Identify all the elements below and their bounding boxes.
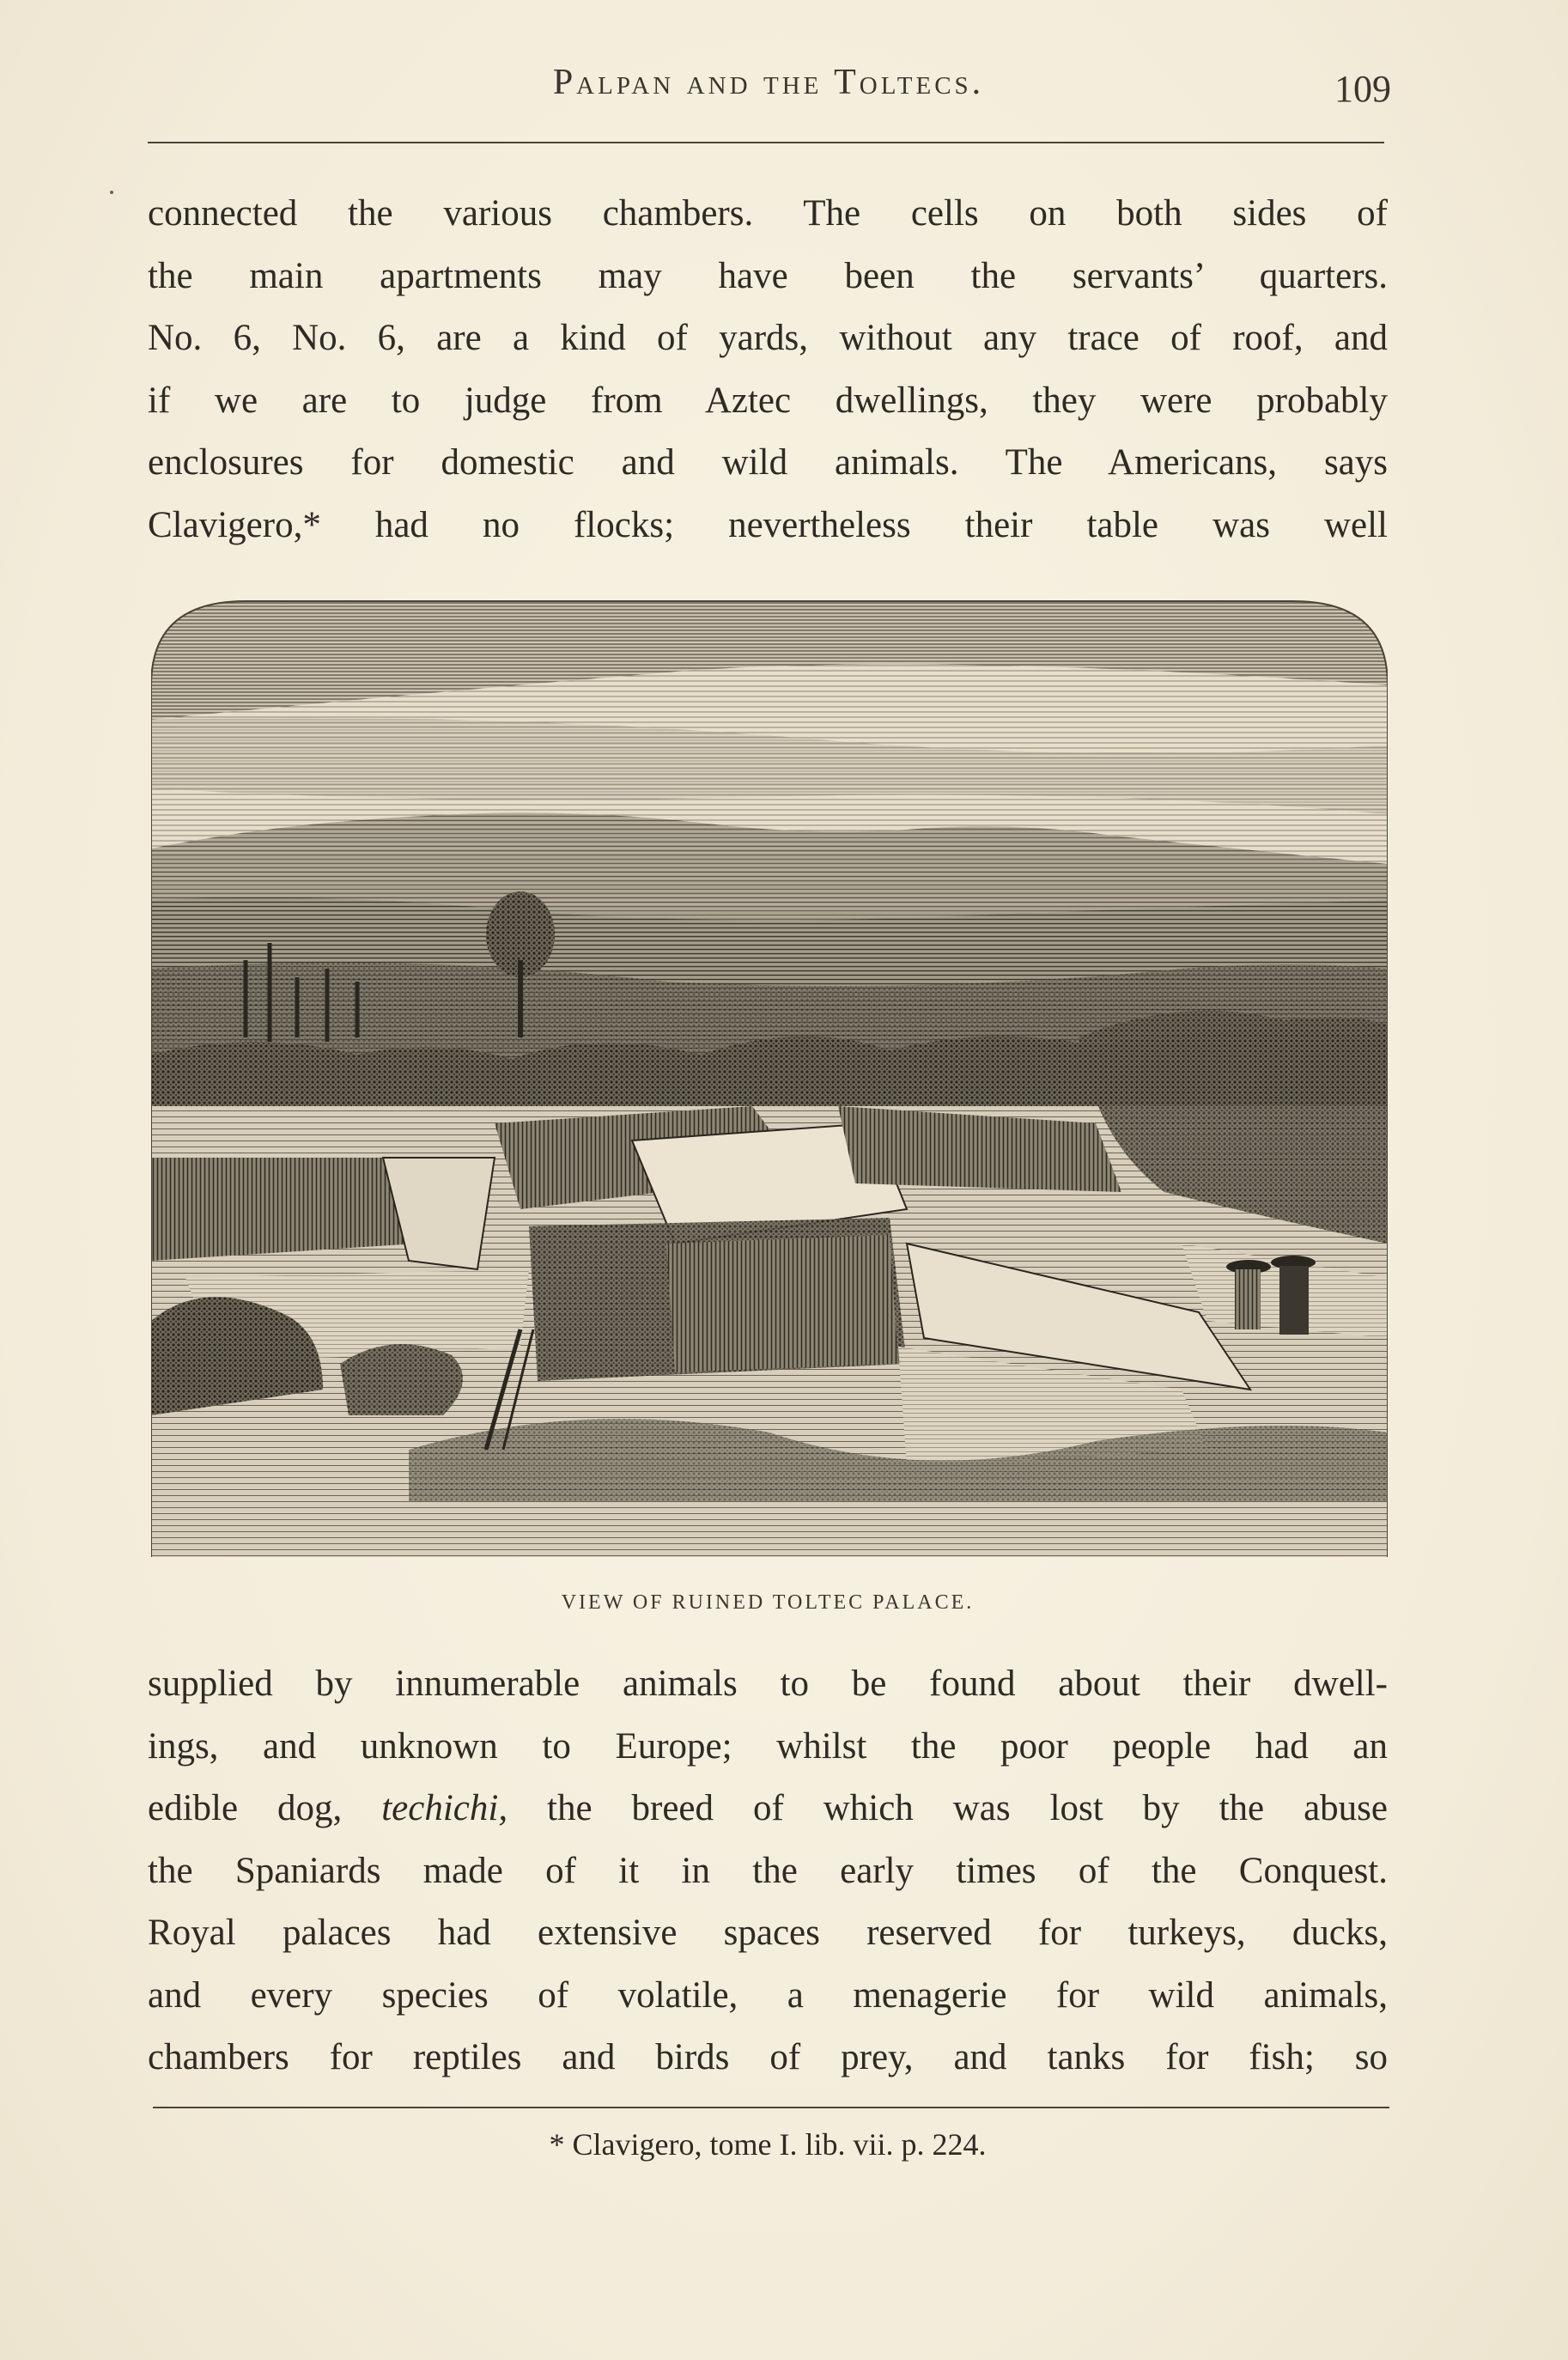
page-number: 109	[1334, 68, 1391, 110]
text-line: ings, and unknown to Europe; whilst the poor people had an	[148, 1725, 1388, 1767]
body-text-top	[148, 183, 1388, 557]
text-line: if we are to judge from Aztec dwellings, they were probably	[148, 380, 1388, 421]
engraving-illustration	[151, 591, 1388, 1557]
italic-term: techichi,	[381, 1788, 508, 1828]
text-line: No. 6, No. 6, are a kind of yards, without any trace of roof, and	[148, 318, 1388, 358]
text-line: the main apartments may have been the servants’ quarters.	[148, 255, 1388, 296]
body-text-bottom	[148, 1653, 1388, 2089]
text-line: enclosures for domestic and wild animals. The Americans, says	[148, 442, 1388, 483]
text-segment: edible dog,	[148, 1788, 343, 1828]
text-line: Royal palaces had extensive spaces reserved for turkeys, ducks,	[148, 1913, 1388, 1953]
text-line: Clavigero,* had no flocks; nevertheless their table was well	[148, 504, 1388, 545]
running-head	[146, 62, 1391, 113]
text-segment: the breed of which was lost by the abuse	[547, 1788, 1388, 1828]
footnote: * Clavigero, tome I. lib. vii. p. 224.	[549, 2127, 987, 2162]
stray-ink-mark	[110, 191, 113, 194]
text-line	[148, 1778, 1388, 1840]
footnote-rule	[153, 2107, 1389, 2108]
text-line: supplied by innumerable animals to be found about their dwell-	[148, 1664, 1388, 1704]
header-rule	[148, 142, 1384, 143]
figure-caption: VIEW OF RUINED TOLTEC PALACE.	[561, 1591, 975, 1614]
running-title: Palpan and the Toltecs.	[552, 63, 985, 102]
text-line: chambers for reptiles and birds of prey, and tanks for fish; so	[148, 2037, 1388, 2077]
text-line: and every species of volatile, a menagerie for wild animals,	[148, 1974, 1388, 2016]
text-line: the Spaniards made of it in the early times of the Conquest.	[148, 1850, 1388, 1891]
text-line: connected the various chambers. The cells on both sides of	[148, 193, 1388, 234]
